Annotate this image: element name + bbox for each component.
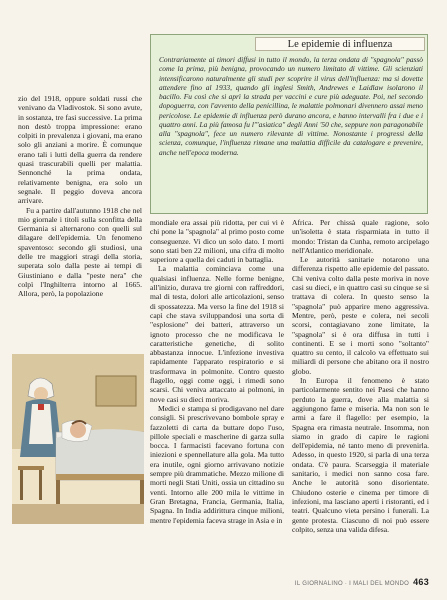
col1-paragraph-2: Fu a partire dall'autunno 1918 che nel mio giornale i titoli sulla sconfitta della Germania si alternarono con quelli sul dilagare dell'epidemia. Un fenomeno spaventoso: secondo gli studiosi, una delle tre maggiori stragi della storia, superata solo dalla peste ai tempi di Giustiniano e dalla "peste nera" che colpì l'Inghilterra intorno al 1665. Allora, però, la popolazione bbox=[18, 205, 142, 299]
col3-paragraph-1: Africa. Per chissà quale ragione, solo un'isoletta è stata risparmiata in tutto il mondo: Tristan da Cunha, remoto arcipelago nell'Atlantico meridionale. bbox=[292, 218, 429, 255]
column-2 bbox=[150, 218, 284, 525]
sidebar-box bbox=[150, 34, 428, 214]
col3-paragraph-2: Le autorità sanitarie notarono una differenza rispetto alle epidemie del passato. Chi veniva colto dalla peste moriva in nove casi su dieci, e in quattro casi su cinque se si trattava di colera. In questo senso la "spagnola" può apparire meno aggressiva. Mentre, però, peste e colera, nei secoli scorsi, contagiavano zone limitate, la "spagnola" si è ora diffusa in tutti i continenti. E se i morti sono "soltanto" quattro su cento, il calcolo va effettuato sui miliardi di persone che abitano ora il nostro globo. bbox=[292, 255, 429, 376]
column-1 bbox=[18, 94, 142, 299]
page-number: 463 bbox=[413, 577, 429, 587]
col2-paragraph-3: Medici e stampa si prodigavano nel dare consigli. Si prescrivevano bombole spray e fazzoletti di carta da buttare dopo l'uso, pillole speciali e mascherine di garza sulla bocca. I farmacisti facevano fortuna con iniezioni e spennellature alla gola. Ma tutto era inutile, ogni giorno arrivavano notizie sempre più drammatiche. Mezzo milione di morti negli Stati Uniti, ossia un cittadino su venti. Intorno alle 200 mila le vittime in Gran Bretagna, Francia, Germania, Italia, Spagna. In India addirittura cinque milioni, mentre l'epidemia faceva strage in Asia e in bbox=[150, 403, 284, 525]
col3-paragraph-3: In Europa il fenomeno è stato particolarmente sentito nei Paesi che hanno perduto la guerra, dove alla malattia si aggiungono fame e miseria. Ma non son le armi a fare il flagello: per esempio, la Spagna era rimasta neutrale. Insomma, non siamo in grado di capire le ragioni dell'epidemia, né tanto meno di prevenirla. Adesso, in questo 1920, si parla di una terza ondata. C'è paura. Scarseggia il materiale sanitario, i medici non sanno cosa fare. Anche le autorità sono disorientate. Chiudono osterie e cinema per timore di infezioni, ma lasciano aperti i ristoranti, ed i teatri. Qualcuno vieta persino i funerali. La gente protesta. Ciascuno di noi può essere colpito, senza una valida difesa. bbox=[292, 376, 429, 534]
col2-paragraph-2: La malattia cominciava come una qualsiasi influenza. Nelle forme benigne, all'inizio, durava tre giorni con raffreddori, mal di testa, dolori alle articolazioni, senso di spossatezza. Ma verso la fine del 1918 si capì che stava sviluppandosi una sorta di "esplosione" dei batteri, attraverso un ignoto processo che ne modificava le caratteristiche genetiche, di solito abbastanza innocue. L'infezione investiva rapidamente l'apparato respiratorio e si trasformava in polmonite. Contro questo flagello, oggi come oggi, i rimedi sono scarsi. Chi veniva attaccato ai polmoni, in nove casi su dieci moriva. bbox=[150, 264, 284, 404]
col1-paragraph-1: zio del 1918, oppure soldati russi che venivano da Vladivostok. Si sono avute, in sostanza, tre fasi successive. La prima non destò troppa impressione: erano colpiti in prevalenza i giovani, ma erano solo gli anziani a morire. È comunque erano tali i lutti della guerra da rendere quasi trascurabili quelli per malattia. Sennonché la prima ondata, relativamente benigna, era solo un segnale. Il peggio doveva ancora arrivare. bbox=[18, 94, 142, 206]
column-3 bbox=[292, 218, 429, 534]
sidebar-title: Le epidemie di influenza bbox=[255, 37, 425, 51]
col2-paragraph-1: mondiale era assai più ridotta, per cui vi è chi pone la "spagnola" al primo posto come conseguenze. Vi dico un solo dato. I morti sono stati ben 22 milioni, una cifra di molto superiore a quella dei caduti in battaglia. bbox=[150, 218, 284, 265]
sidebar-text: Contrariamente ai timori diffusi in tutto il mondo, la terza ondata di "spagnola" passò come la prima, più benigna, provocando un numero limitato di vittime. Gli scienziati intensificarono naturalmente gli studi per scoprire il virus dell'influenza: ma si dovette attendere fino al 1933, quando gli inglesi Smith, Andrewes e Laidlaw isolarono il bacillo. Fu così che si aprì la strada per vaccini e cure più adeguate. Poi, nel secondo dopoguerra, con l'avvento della penicillina, le malattie polmonari divennero assai meno pericolose. Le epidemie di influenza però durano ancora, e hanno intervalli fra i due e i quattro anni. La più famosa fu l'"asiatica" degli Anni '50 che, seppure non paragonabile alla "spagnola", fece un numero rilevante di vittime. Nonostante i progressi della scienza, comunque, l'influenza rimane una malattia difficile da catalogare e prevenire, anche nell'epoca moderna. bbox=[159, 55, 423, 157]
page-footer bbox=[295, 577, 429, 587]
sickbed-illustration bbox=[12, 354, 144, 524]
running-footer: IL GIORNALINO · I MALI DEL MONDO bbox=[294, 581, 410, 587]
